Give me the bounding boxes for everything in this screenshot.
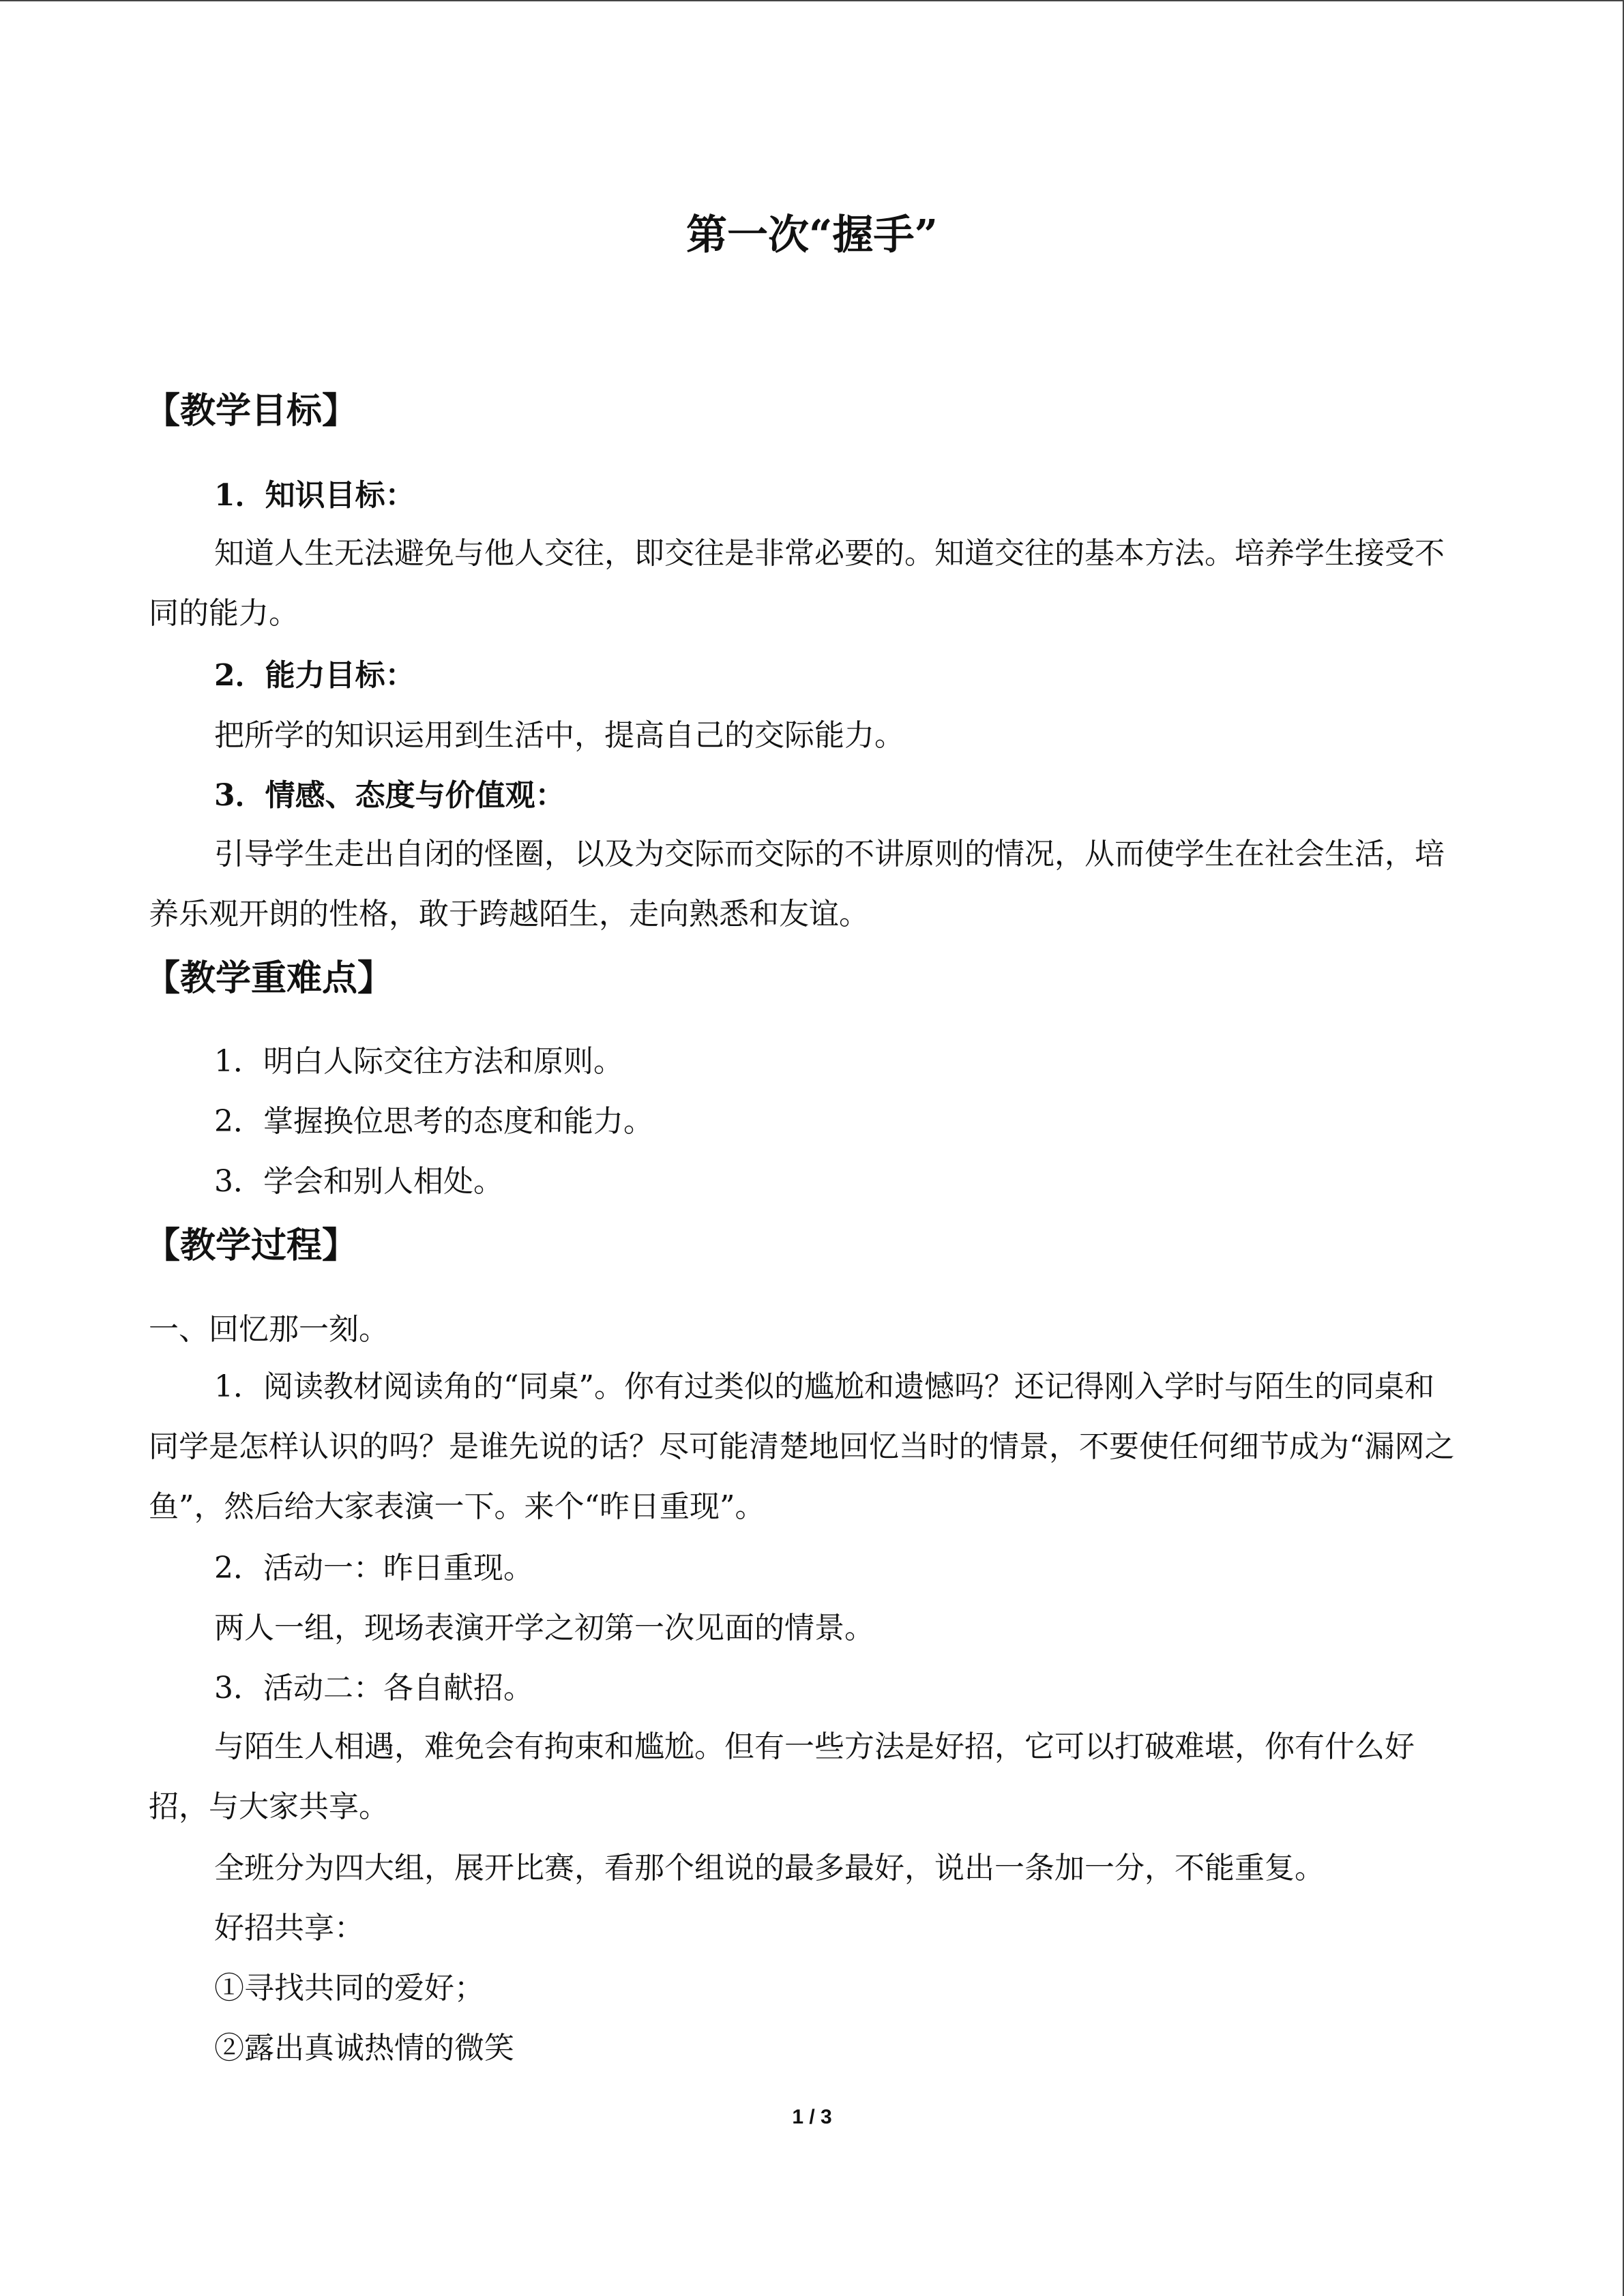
key-point-item: 1．明白人际交往方法和原则。 (214, 1044, 623, 1079)
ability-objective-label: 2．能力目标： (214, 658, 415, 693)
process-paragraph: 两人一组，现场表演开学之初第一次见面的情景。 (214, 1611, 874, 1645)
emotion-objective-text: 引导学生走出自闭的怪圈，以及为交际而交际的不讲原则的情况，从而使学生在社会生活，培养乐观开朗的性格，敢于跨越陌生，走向熟悉和友谊。 (149, 837, 1445, 931)
knowledge-objective-label: 1．知识目标： (214, 478, 415, 513)
key-point-item: 2．掌握换位思考的态度和能力。 (214, 1104, 653, 1139)
process-paragraph: 好招共享： (214, 1911, 364, 1945)
process-paragraph: 3．活动二：各自献招。 (214, 1671, 533, 1705)
ability-objective-text: 把所学的知识运用到生活中，提高自己的交际能力。 (214, 718, 904, 753)
knowledge-objective-text: 知道人生无法避免与他人交往，即交往是非常必要的。知道交往的基本方法。培养学生接受不同的能力。 (149, 536, 1445, 631)
process-paragraph: 全班分为四大组，展开比赛，看那个组说的最多最好，说出一条加一分，不能重复。 (214, 1851, 1325, 1885)
page-number: 1 / 3 (792, 2106, 832, 2128)
emotion-objective-label: 3．情感、态度与价值观： (214, 778, 565, 813)
process-paragraph: 与陌生人相遇，难免会有拘束和尴尬。但有一些方法是好招，它可以打破难堪，你有什么好招，与大家共享。 (149, 1729, 1415, 1824)
process-list-item: ①寻找共同的爱好； (214, 1971, 484, 2006)
process-paragraph: 2．活动一：昨日重现。 (214, 1551, 533, 1585)
document-title: 第一次“握手” (685, 211, 939, 259)
process-step-1: 一、回忆那一刻。 (149, 1312, 389, 1347)
key-point-item: 3．学会和别人相处。 (214, 1164, 503, 1199)
heading-process: 【教学过程】 (145, 1225, 358, 1266)
process-paragraph: 1．阅读教材阅读角的“同桌”。你有过类似的尴尬和遗憾吗？还记得刚入学时与陌生的同桌和同学是怎样认识的吗？是谁先说的话？尽可能清楚地回忆当时的情景，不要使任何细节成为“漏网之鱼”，然后给大家表演一下。来个“昨日重现”。 (149, 1369, 1455, 1524)
process-list-item: ②露出真诚热情的微笑 (214, 2031, 514, 2066)
heading-objectives: 【教学目标】 (145, 390, 358, 432)
heading-key-points: 【教学重难点】 (145, 957, 394, 999)
